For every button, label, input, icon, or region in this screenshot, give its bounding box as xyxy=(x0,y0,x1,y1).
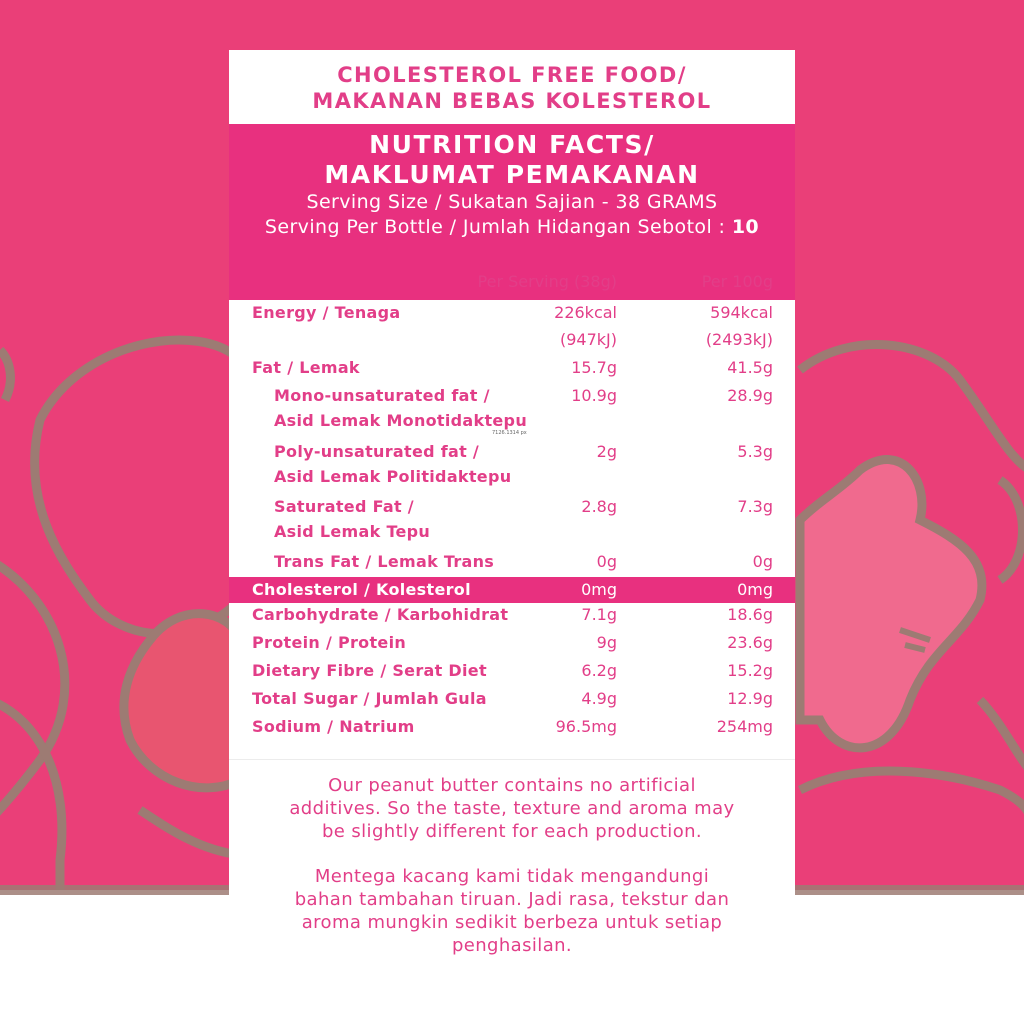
table-row xyxy=(229,383,795,409)
table-row xyxy=(229,494,795,520)
per-serving-value: 7.1g xyxy=(581,605,617,624)
per-100g-value: 12.9g xyxy=(727,689,773,708)
per-100g-value: 15.2g xyxy=(727,661,773,680)
per-serving-value: 6.2g xyxy=(581,661,617,680)
nutrient-label: Dietary Fibre / Serat Diet xyxy=(252,661,487,680)
table-row xyxy=(229,686,795,712)
per-100g-value: 5.3g xyxy=(737,442,773,461)
cholesterol-free-header xyxy=(229,50,795,124)
note-ms-line: penghasilan. xyxy=(451,935,573,956)
col-per-serving: Per Serving (38g) xyxy=(477,272,617,291)
per-serving-value: 10.9g xyxy=(571,386,617,405)
per-serving-value: 9g xyxy=(596,633,617,652)
per-100g-value: 594kcal xyxy=(710,303,773,322)
per-serving-value: 226kcal xyxy=(554,303,617,322)
note-ms-line: Mentega kacang kami tidak mengandungi xyxy=(314,866,710,887)
serving-size: Serving Size / Sukatan Sajian - 38 GRAMS xyxy=(306,191,718,213)
nutrition-title-1: NUTRITION FACTS/ xyxy=(369,130,655,159)
per-100g-value: (2493kJ) xyxy=(705,330,773,349)
nutrient-label: Poly-unsaturated fat / xyxy=(274,442,480,461)
table-row xyxy=(229,327,795,353)
per-100g-value: 0g xyxy=(752,552,773,571)
per-serving-value: 2g xyxy=(596,442,617,461)
note-ms-line: bahan tambahan tiruan. Jadi rasa, tekstur dan xyxy=(294,889,730,910)
servings-label: Serving Per Bottle / Jumlah Hidangan Sebotol : xyxy=(264,216,732,238)
per-100g-value: 254mg xyxy=(716,717,773,736)
nutrient-label: Mono-unsaturated fat / xyxy=(274,386,490,405)
per-100g-value: 7.3g xyxy=(737,497,773,516)
per-100g-value: 18.6g xyxy=(727,605,773,624)
divider xyxy=(229,759,795,760)
column-headers xyxy=(229,269,795,295)
table-row xyxy=(229,658,795,684)
per-serving-value: 96.5mg xyxy=(555,717,617,736)
note-english xyxy=(229,774,795,843)
note-en-line: be slightly different for each production. xyxy=(321,821,703,842)
table-row xyxy=(229,577,795,603)
table-row xyxy=(229,549,795,575)
note-ms-line: aroma mungkin sedikit berbeza untuk setiap xyxy=(301,912,723,933)
per-serving-value: 2.8g xyxy=(581,497,617,516)
table-row xyxy=(229,464,795,490)
nutrient-label: Trans Fat / Lemak Trans xyxy=(274,552,495,571)
per-serving-value: (947kJ) xyxy=(559,330,617,349)
per-100g-value: 0mg xyxy=(737,580,773,599)
nutrient-label: Protein / Protein xyxy=(252,633,407,652)
header-line-2: MAKANAN BEBAS KOLESTEROL xyxy=(312,89,712,113)
tiny-text: 7126.1314 px xyxy=(492,430,527,436)
table-row xyxy=(229,439,795,465)
nutrient-label: Saturated Fat / xyxy=(274,497,414,516)
per-100g-value: 41.5g xyxy=(727,358,773,377)
nutrient-label: Asid Lemak Tepu xyxy=(274,522,431,541)
table-row xyxy=(229,602,795,628)
nutrient-label: Cholesterol / Kolesterol xyxy=(252,580,471,599)
nutrient-label: Energy / Tenaga xyxy=(252,303,401,322)
nutrient-label: Asid Lemak Monotidaktepu xyxy=(274,411,528,430)
table-row xyxy=(229,300,795,326)
nutrient-label: Sodium / Natrium xyxy=(252,717,415,736)
nutrition-panel xyxy=(229,50,795,956)
servings-per-bottle xyxy=(229,215,795,240)
servings-value: 10 xyxy=(731,216,760,238)
per-serving-value: 4.9g xyxy=(581,689,617,708)
table-row xyxy=(229,519,795,545)
nutrient-label: Total Sugar / Jumlah Gula xyxy=(252,689,487,708)
table-row xyxy=(229,630,795,656)
per-serving-value: 15.7g xyxy=(571,358,617,377)
table-row xyxy=(229,714,795,740)
per-100g-value: 23.6g xyxy=(727,633,773,652)
table-row xyxy=(229,355,795,381)
nutrient-label: Carbohydrate / Karbohidrat xyxy=(252,605,509,624)
per-serving-value: 0mg xyxy=(581,580,617,599)
col-per-100g: Per 100g xyxy=(701,272,773,291)
nutrient-label: Fat / Lemak xyxy=(252,358,360,377)
nutrition-title-2: MAKLUMAT PEMAKANAN xyxy=(324,160,700,189)
note-malay xyxy=(229,865,795,957)
per-100g-value: 28.9g xyxy=(727,386,773,405)
note-en-line: additives. So the taste, texture and aroma may xyxy=(289,798,735,819)
note-en-line: Our peanut butter contains no artificial xyxy=(328,775,696,796)
per-serving-value: 0g xyxy=(596,552,617,571)
nutrient-label: Asid Lemak Politidaktepu xyxy=(274,467,512,486)
header-line-1: CHOLESTEROL FREE FOOD/ xyxy=(337,63,687,87)
